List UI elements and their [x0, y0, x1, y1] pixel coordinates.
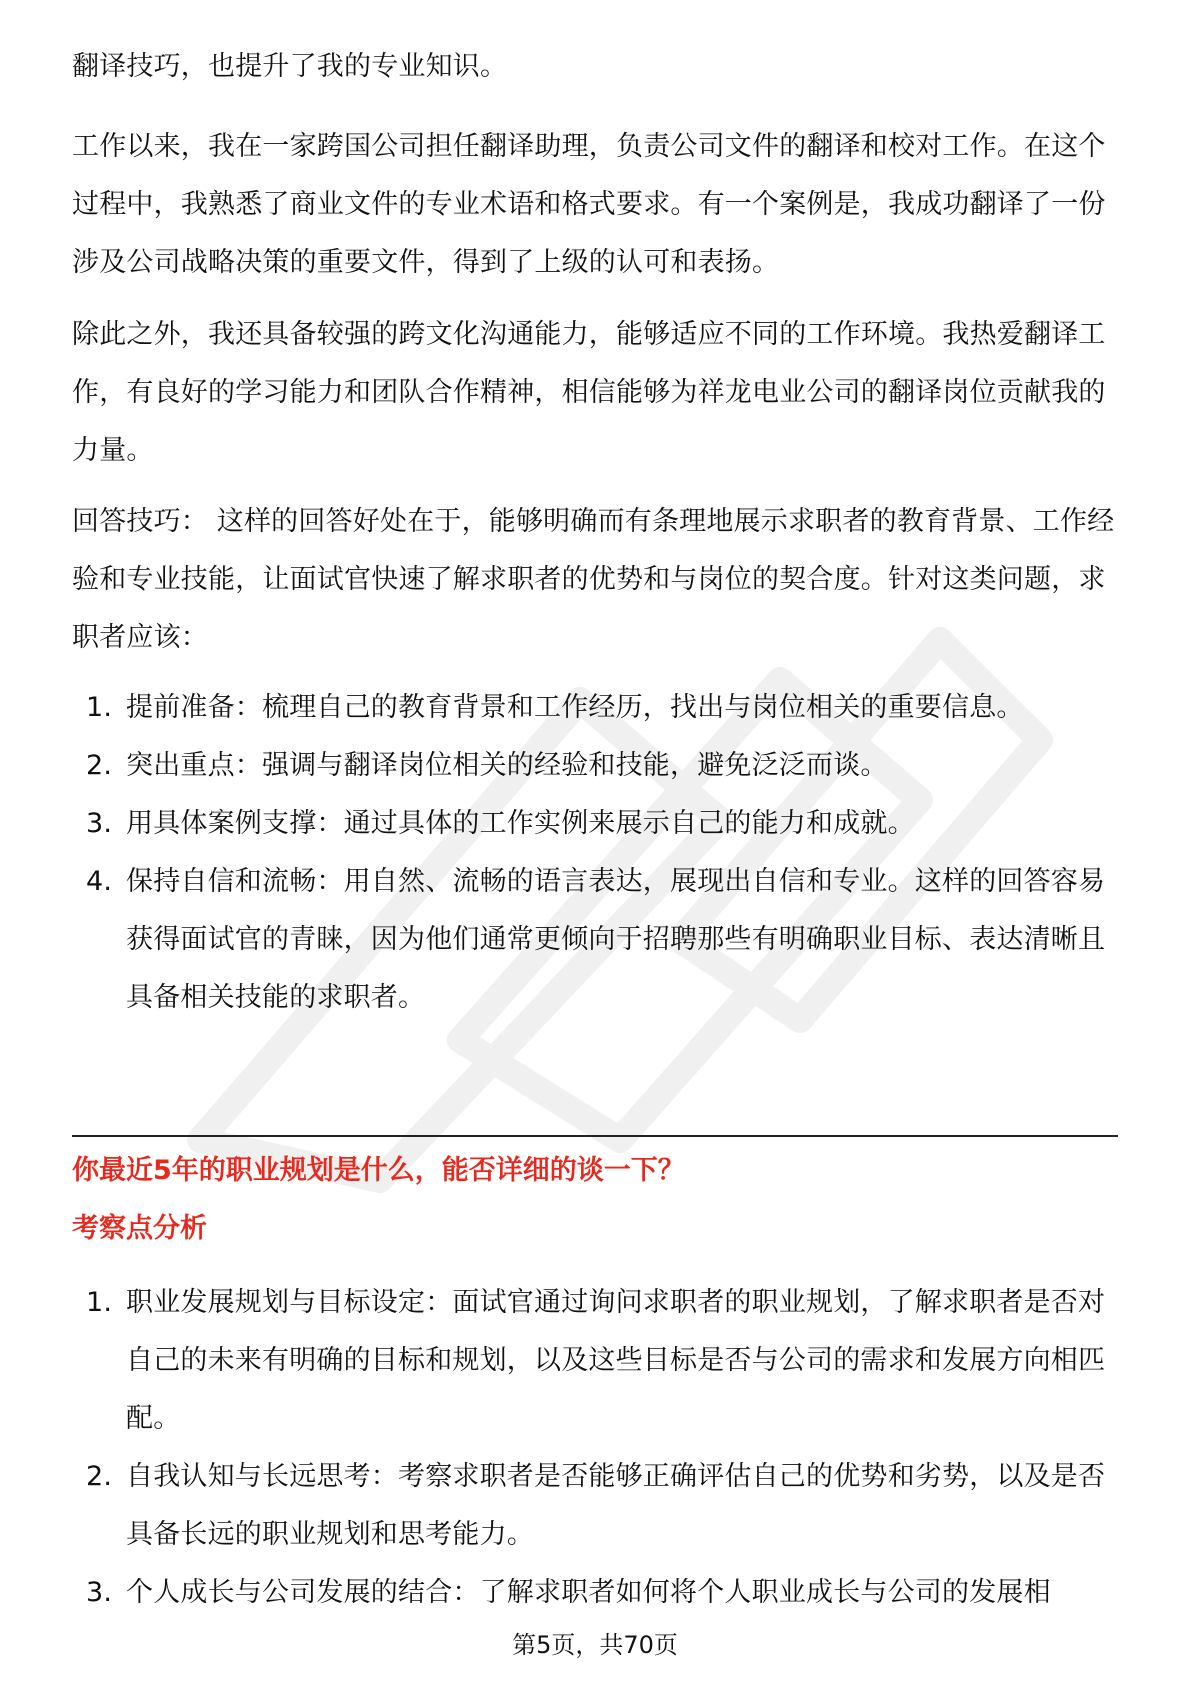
paragraph-cross-cultural: 除此之外，我还具备较强的跨文化沟通能力，能够适应不同的工作环境。我热爱翻译工作，有良好的学习能力和团队合作精神，相信能够为祥龙电业公司的翻译岗位贡献我的力量。 — [72, 319, 1106, 466]
paragraph-work-experience: 工作以来，我在一家跨国公司担任翻译助理，负责公司文件的翻译和校对工作。在这个过程中，我熟悉了商业文件的专业术语和格式要求。有一个案例是，我成功翻译了一份涉及公司战略决策的重要文件，得到了上级的认可和表扬。 — [72, 131, 1106, 278]
list-number: 2. — [86, 1461, 113, 1492]
intro-line: 翻译技巧，也提升了我的专业知识。 — [72, 51, 508, 82]
list-text: 提前准备：梳理自己的教育背景和工作经历，找出与岗位相关的重要信息。 — [126, 692, 1024, 723]
list-number: 1. — [86, 692, 113, 723]
section-divider — [72, 1135, 1118, 1137]
list-number: 3. — [86, 1577, 113, 1608]
list-item — [72, 1448, 1118, 1564]
page-number-footer: 第5页，共70页 — [512, 1631, 678, 1659]
list-item — [72, 853, 1118, 1027]
list-number: 2. — [86, 750, 113, 781]
list-text: 自我认知与长远思考：考察求职者是否能够正确评估自己的优势和劣势，以及是否具备长远的职业规划和思考能力。 — [126, 1461, 1106, 1550]
list-item — [72, 1564, 1118, 1622]
list-item — [72, 679, 1118, 737]
list-text: 个人成长与公司发展的结合：了解求职者如何将个人职业成长与公司的发展相 — [126, 1577, 1051, 1608]
list-number: 3. — [86, 808, 113, 839]
list-text: 保持自信和流畅：用自然、流畅的语言表达，展现出自信和专业。这样的回答容易获得面试官的青睐，因为他们通常更倾向于招聘那些有明确职业目标、表达清晰且具备相关技能的求职者。 — [126, 866, 1106, 1013]
list-item — [72, 737, 1118, 795]
list-number: 4. — [86, 866, 113, 897]
document-page — [72, 0, 1118, 1684]
list-item — [72, 795, 1118, 853]
list-text: 突出重点：强调与翻译岗位相关的经验和技能，避免泛泛而谈。 — [126, 750, 888, 781]
list-text: 职业发展规划与目标设定：面试官通过询问求职者的职业规划，了解求职者是否对自己的未来有明确的目标和规划，以及这些目标是否与公司的需求和发展方向相匹配。 — [126, 1287, 1106, 1434]
question-title: 你最近5年的职业规划是什么，能否详细的谈一下？ — [72, 1155, 685, 1186]
analysis-list — [72, 1274, 1118, 1622]
paragraph-answer-tips: 回答技巧： 这样的回答好处在于，能够明确而有条理地展示求职者的教育背景、工作经验和专业技能，让面试官快速了解求职者的优势和与岗位的契合度。针对这类问题，求职者应该： — [72, 506, 1115, 653]
list-item — [72, 1274, 1118, 1448]
list-text: 用具体案例支撑：通过具体的工作实例来展示自己的能力和成就。 — [126, 808, 915, 839]
list-number: 1. — [86, 1287, 113, 1318]
tips-list — [72, 679, 1118, 1027]
analysis-heading: 考察点分析 — [72, 1213, 207, 1244]
